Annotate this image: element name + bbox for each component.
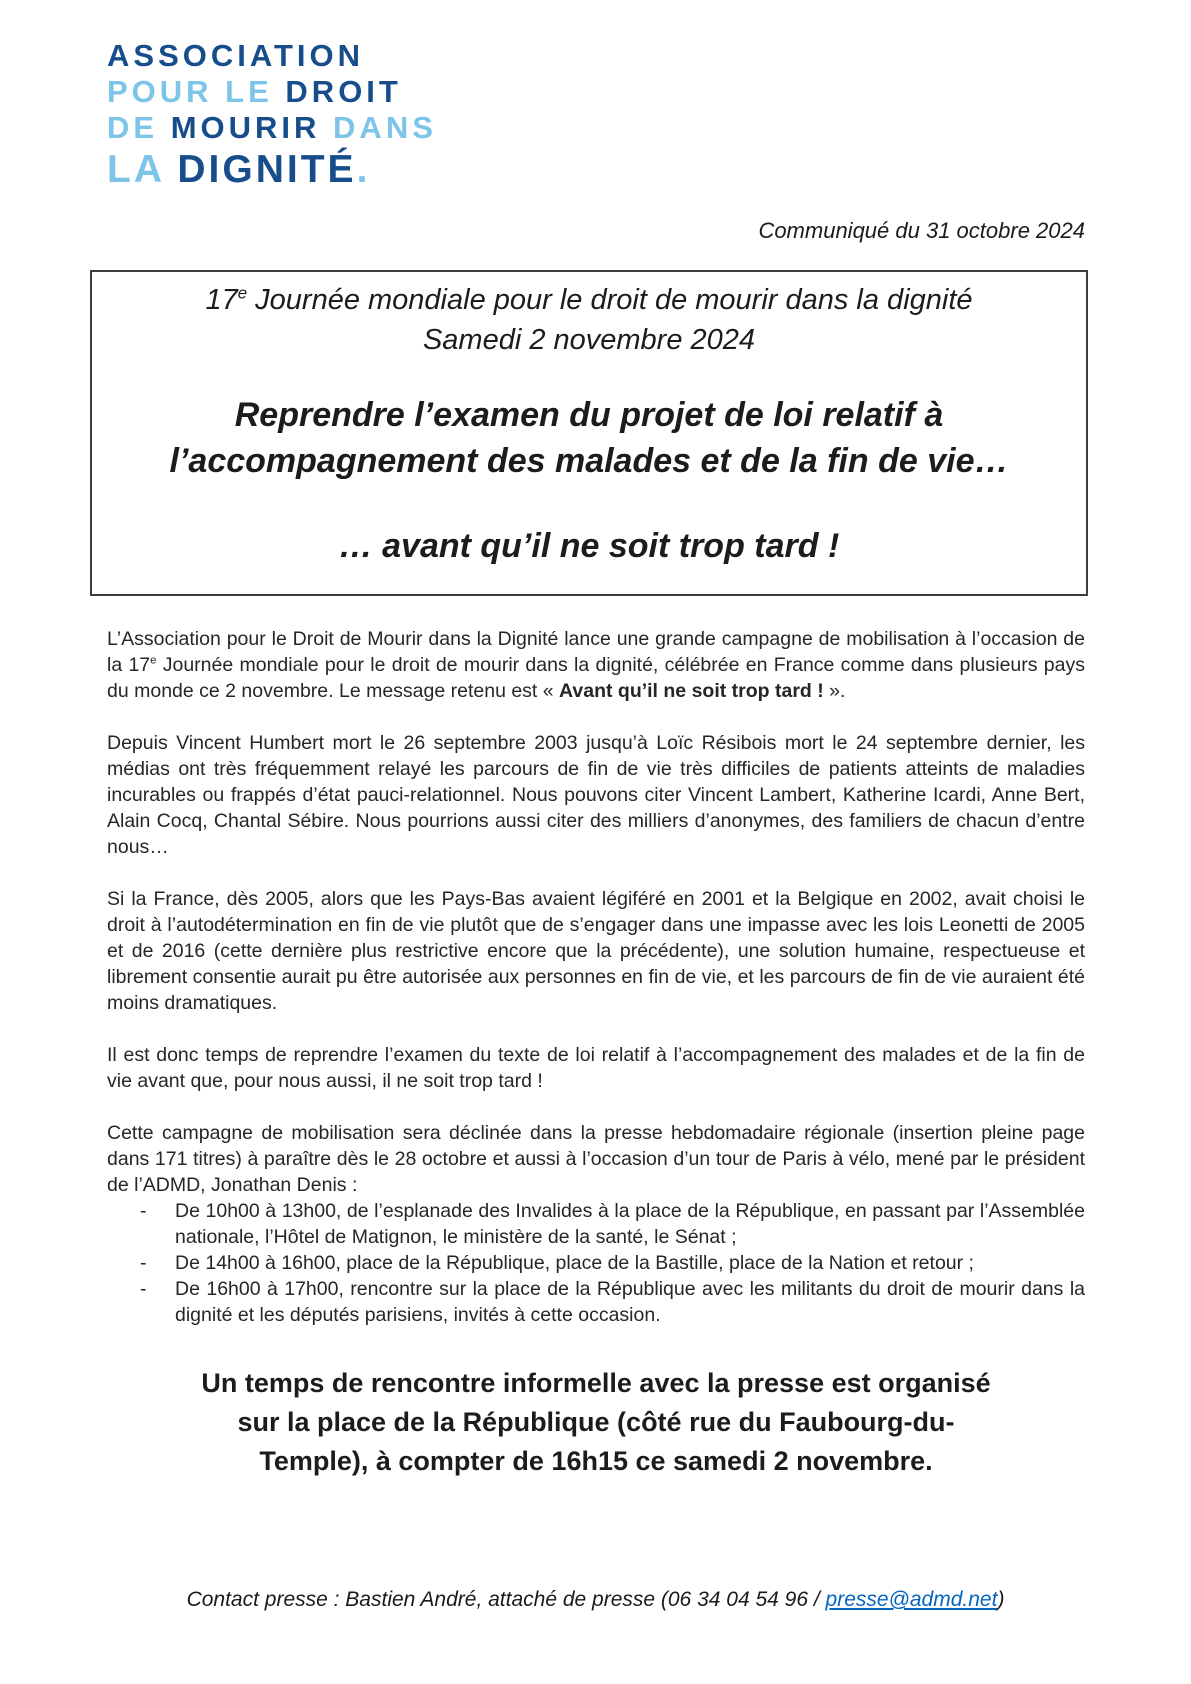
main-title-line-1: Reprendre l’examen du projet de loi relatif à xyxy=(234,396,944,434)
paragraph-intro-pre: L’Association pour le Droit de Mourir dans la Dignité lance une grande campagne de mobilisation à l’occasion de la 17 xyxy=(107,628,1085,676)
email-link[interactable]: presse@admd.net xyxy=(825,1588,998,1611)
title-box xyxy=(90,270,1088,596)
paragraph-campaign: Cette campagne de mobilisation sera déclinée dans la presse hebdomadaire régionale (insertion pleine page dans 171 titres) à paraître dès le 28 octobre et aussi à l’occasion d’un tour de Paris à vélo, mené par le président de l’ADMD, Jonathan Denis : xyxy=(107,1122,1085,1196)
logo-line-2 xyxy=(107,76,1191,107)
paragraph-intro-slogan: Avant qu’il ne soit trop tard ! xyxy=(559,680,824,702)
press-contact-closing: ) xyxy=(997,1588,1005,1611)
main-title-line-2: l’accompagnement des malades et de la fin de vie… xyxy=(169,442,1009,480)
press-contact xyxy=(0,1588,1191,1612)
list-item-text: De 14h00 à 16h00, place de la République, place de la Bastille, place de la Nation et retour ; xyxy=(175,1252,974,1274)
press-meeting-line-1: Un temps de rencontre informelle avec la presse est organisé xyxy=(201,1368,991,1398)
dash-marker: - xyxy=(140,1200,147,1222)
press-meeting-line-2: sur la place de la République (côté rue du Faubourg-du- xyxy=(237,1407,955,1437)
press-contact-text: Contact presse : Bastien André, attaché de presse (06 34 04 54 96 / xyxy=(186,1588,826,1611)
logo-word-association: ASSOCIATION xyxy=(107,38,364,73)
list-item-text: De 10h00 à 13h00, de l’esplanade des Invalides à la place de la République, en passant par l’Assemblée nationale, l’Hôtel de Matignon, le ministère de la santé, le Sénat ; xyxy=(175,1200,1085,1248)
logo-line-4 xyxy=(107,150,370,189)
logo-word-mourir: MOURIR xyxy=(170,110,321,145)
paragraph-intro-post: ». xyxy=(823,680,846,702)
logo-word-la: LA xyxy=(107,148,164,191)
admd-logo xyxy=(107,40,1191,194)
logo-line-3 xyxy=(107,112,1191,143)
main-title xyxy=(118,392,1060,484)
logo-word-pour-le: POUR LE xyxy=(107,74,273,109)
list-item-text: De 16h00 à 17h00, rencontre sur la place de la République avec les militants du droit de mourir dans la dignité et les députés parisiens, invités à cette occasion. xyxy=(175,1278,1085,1326)
paragraph-intro xyxy=(107,626,1085,704)
logo-word-dignite: DIGNITÉ xyxy=(177,148,357,191)
list-item xyxy=(107,1198,1085,1250)
list-item xyxy=(107,1250,1085,1276)
logo-word-de: DE xyxy=(107,110,159,145)
paragraph-intro-ordinal: e xyxy=(150,654,157,667)
logo-word-dot: . xyxy=(356,148,371,191)
paragraph-history: Depuis Vincent Humbert mort le 26 septembre 2003 jusqu’à Loïc Résibois mort le 24 septembre dernier, les médias ont très fréquemment relayé les parcours de fin de vie très difficiles de patients atteints de maladies incurables ou frappés d’état pauci-relationnel. Nous pouvons citer Vincent Lambert, Katherine Icardi, Anne Bert, Alain Cocq, Chantal Sébire. Nous pourrions aussi citer des milliers d’anonymes, des familiers de chacun d’entre nous… xyxy=(107,732,1085,858)
logo-word-dans: DANS xyxy=(333,110,437,145)
paragraph-comparison: Si la France, dès 2005, alors que les Pays-Bas avaient légiféré en 2001 et la Belgique en 2002, avait choisi le droit à l’autodétermination en fin de vie plutôt que de s’engager dans une impasse avec les lois Leonetti de 2005 et de 2016 (cette dernière plus restrictive encore que la précédente), une solution humaine, respectueuse et librement consentie aurait pu être autorisée aux personnes en fin de vie, et les parcours de fin de vie auraient été moins dramatiques. xyxy=(107,888,1085,1014)
dateline: Communiqué du 31 octobre 2024 xyxy=(758,218,1085,243)
event-title-number: 17 xyxy=(205,284,238,316)
logo-line-1 xyxy=(107,40,1191,71)
paragraph-intro-mid: Journée mondiale pour le droit de mourir dans la dignité, célébrée en France comme dans plusieurs pays du monde ce 2 novembre. Le message retenu est « xyxy=(107,654,1085,702)
list-item xyxy=(107,1276,1085,1328)
itinerary-list xyxy=(107,1198,1085,1328)
tagline: … avant qu’il ne soit trop tard ! xyxy=(338,527,840,565)
press-meeting-line-3: Temple), à compter de 16h15 ce samedi 2 novembre. xyxy=(259,1446,933,1476)
paragraph-call-to-action: Il est donc temps de reprendre l’examen du texte de loi relatif à l’accompagnement des malades et de la fin de vie avant que, pour nous aussi, il ne soit trop tard ! xyxy=(107,1044,1085,1092)
body-content xyxy=(107,626,1085,1328)
event-title-text: Journée mondiale pour le droit de mourir dans la dignité xyxy=(247,284,973,316)
press-meeting-announcement xyxy=(107,1364,1085,1481)
dash-marker: - xyxy=(140,1252,147,1274)
event-title-ordinal: e xyxy=(237,283,248,303)
dash-marker: - xyxy=(140,1278,147,1300)
event-date: Samedi 2 novembre 2024 xyxy=(422,324,756,356)
event-title xyxy=(118,280,1060,320)
logo-word-droit: DROIT xyxy=(285,74,402,109)
